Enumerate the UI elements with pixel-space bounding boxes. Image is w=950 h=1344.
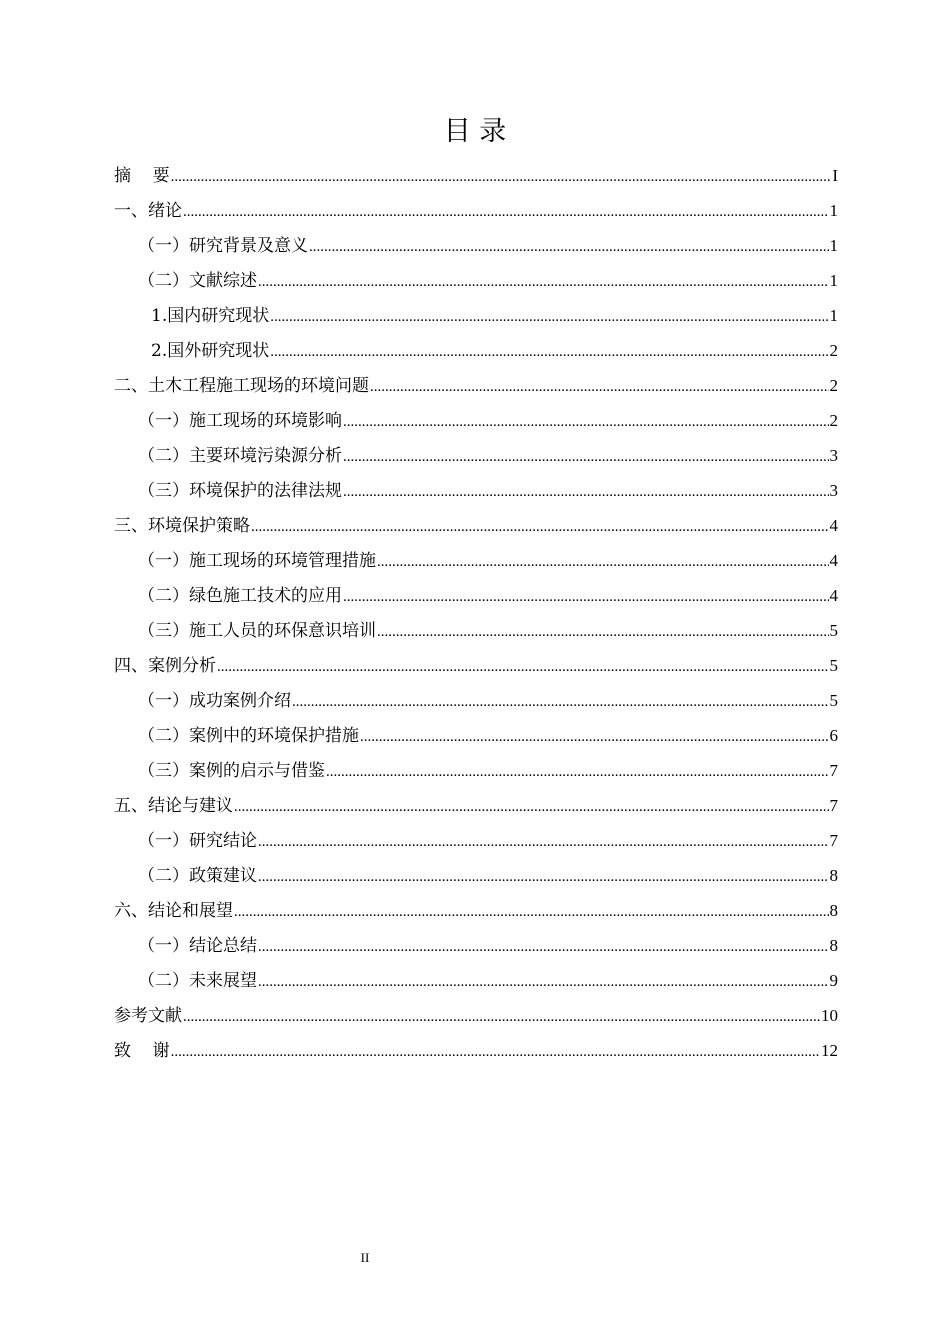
toc-entry[interactable] — [114, 193, 838, 228]
page-title: 目 录 — [443, 116, 507, 147]
toc-entry-label: 致 谢 — [114, 1041, 170, 1061]
toc-entry-label: 参考文献 — [114, 1006, 182, 1026]
toc-dot-leader — [183, 195, 829, 230]
toc-entry-page: 5 — [829, 691, 838, 710]
toc-entry-label: 六、结论和展望 — [114, 901, 233, 921]
toc-entry-page: 2 — [829, 376, 838, 395]
toc-entry-page: 12 — [821, 1041, 838, 1060]
toc-entry-page: 6 — [829, 726, 838, 745]
toc-dot-leader — [360, 720, 829, 755]
toc-entry[interactable] — [114, 648, 838, 683]
toc-dot-leader — [343, 475, 829, 510]
toc-entry-page: 2 — [829, 411, 838, 430]
toc-entry-label: （一）研究背景及意义 — [138, 236, 308, 256]
toc-entry-page: 1 — [829, 236, 838, 255]
toc-entry-page: 1 — [829, 306, 838, 325]
toc-dot-leader — [270, 335, 828, 370]
toc-entry[interactable] — [114, 158, 838, 193]
toc-entry-page: 1 — [829, 201, 838, 220]
toc-entry-label: （三）施工人员的环保意识培训 — [138, 621, 376, 641]
toc-entry-label: （一）施工现场的环境影响 — [138, 411, 342, 431]
toc-entry-label: （二）政策建议 — [138, 866, 257, 886]
toc-dot-leader — [258, 825, 829, 860]
toc-dot-leader — [171, 160, 832, 195]
toc-dot-leader — [377, 615, 829, 650]
toc-entry-label: （一）结论总结 — [138, 936, 257, 956]
toc-entry-label: （三）案例的启示与借鉴 — [138, 761, 325, 781]
toc-dot-leader — [251, 510, 829, 545]
toc-entry[interactable] — [114, 228, 838, 263]
toc-entry[interactable] — [114, 858, 838, 893]
toc-entry-label: （一）施工现场的环境管理措施 — [138, 551, 376, 571]
toc-entry[interactable] — [114, 613, 838, 648]
toc-entry-label: 五、结论与建议 — [114, 796, 233, 816]
toc-entry[interactable] — [114, 508, 838, 543]
toc-dot-leader — [258, 930, 829, 965]
toc-entry[interactable] — [114, 578, 838, 613]
toc-entry[interactable] — [114, 543, 838, 578]
toc-dot-leader — [217, 650, 829, 685]
toc-entry[interactable] — [114, 1033, 838, 1068]
toc-entry-label: （二）案例中的环境保护措施 — [138, 726, 359, 746]
toc-entry-label: （一）研究结论 — [138, 831, 257, 851]
toc-entry-page: 4 — [829, 586, 838, 605]
toc-dot-leader — [343, 580, 829, 615]
toc-entry[interactable] — [114, 683, 838, 718]
toc-entry-page: 8 — [829, 936, 838, 955]
toc-dot-leader — [343, 405, 829, 440]
toc-entry[interactable] — [114, 438, 838, 473]
toc-entry-page: 8 — [829, 866, 838, 885]
toc-entry-page: 2 — [829, 341, 838, 360]
table-of-contents — [114, 158, 838, 1068]
toc-entry[interactable] — [114, 403, 838, 438]
toc-entry-page: 3 — [829, 481, 838, 500]
toc-dot-leader — [258, 965, 829, 1000]
toc-dot-leader — [258, 860, 829, 895]
toc-entry-label: （二）绿色施工技术的应用 — [138, 586, 342, 606]
toc-entry-page: 5 — [829, 621, 838, 640]
toc-dot-leader — [292, 685, 829, 720]
toc-dot-leader — [326, 755, 829, 790]
toc-entry-page: 10 — [821, 1006, 838, 1025]
toc-dot-leader — [258, 265, 829, 300]
toc-entry[interactable] — [114, 298, 838, 333]
toc-dot-leader — [171, 1035, 820, 1070]
toc-entry-label: 二、土木工程施工现场的环境问题 — [114, 376, 369, 396]
toc-entry-page: 3 — [829, 446, 838, 465]
toc-entry[interactable] — [114, 998, 838, 1033]
toc-entry-label: 四、案例分析 — [114, 656, 216, 676]
toc-entry-label: （三）环境保护的法律法规 — [138, 481, 342, 501]
toc-entry-label: （二）文献综述 — [138, 271, 257, 291]
toc-dot-leader — [377, 545, 829, 580]
toc-entry-page: 8 — [829, 901, 838, 920]
toc-dot-leader — [234, 790, 829, 825]
toc-entry[interactable] — [114, 893, 838, 928]
toc-entry-label: （二）主要环境污染源分析 — [138, 446, 342, 466]
toc-entry-page: 4 — [829, 516, 838, 535]
toc-entry[interactable] — [114, 823, 838, 858]
toc-dot-leader — [270, 300, 828, 335]
page-number: II — [360, 1250, 370, 1265]
toc-entry-page: 5 — [829, 656, 838, 675]
toc-entry-page: I — [832, 166, 838, 185]
toc-entry-label: 一、绪论 — [114, 201, 182, 221]
toc-entry[interactable] — [114, 333, 838, 368]
toc-entry-page: 4 — [829, 551, 838, 570]
toc-entry-page: 7 — [829, 796, 838, 815]
toc-entry[interactable] — [114, 368, 838, 403]
toc-entry[interactable] — [114, 473, 838, 508]
toc-dot-leader — [183, 1000, 820, 1035]
toc-entry-label: 2.国外研究现状 — [151, 341, 270, 361]
toc-entry-label: （一）成功案例介绍 — [138, 691, 291, 711]
toc-dot-leader — [343, 440, 829, 475]
toc-entry[interactable] — [114, 753, 838, 788]
toc-entry-label: 摘 要 — [114, 166, 170, 186]
toc-entry[interactable] — [114, 963, 838, 998]
toc-entry-page: 9 — [829, 971, 838, 990]
toc-entry-page: 7 — [829, 761, 838, 780]
toc-entry[interactable] — [114, 718, 838, 753]
toc-dot-leader — [234, 895, 829, 930]
toc-entry-label: 三、环境保护策略 — [114, 516, 250, 536]
toc-entry-page: 1 — [829, 271, 838, 290]
toc-entry-page: 7 — [829, 831, 838, 850]
toc-dot-leader — [309, 230, 829, 265]
toc-entry[interactable] — [114, 928, 838, 963]
toc-entry-label: （二）未来展望 — [138, 971, 257, 991]
toc-dot-leader — [370, 370, 829, 405]
toc-entry-label: 1.国内研究现状 — [151, 306, 270, 326]
toc-entry[interactable] — [114, 788, 838, 823]
toc-entry[interactable] — [114, 263, 838, 298]
